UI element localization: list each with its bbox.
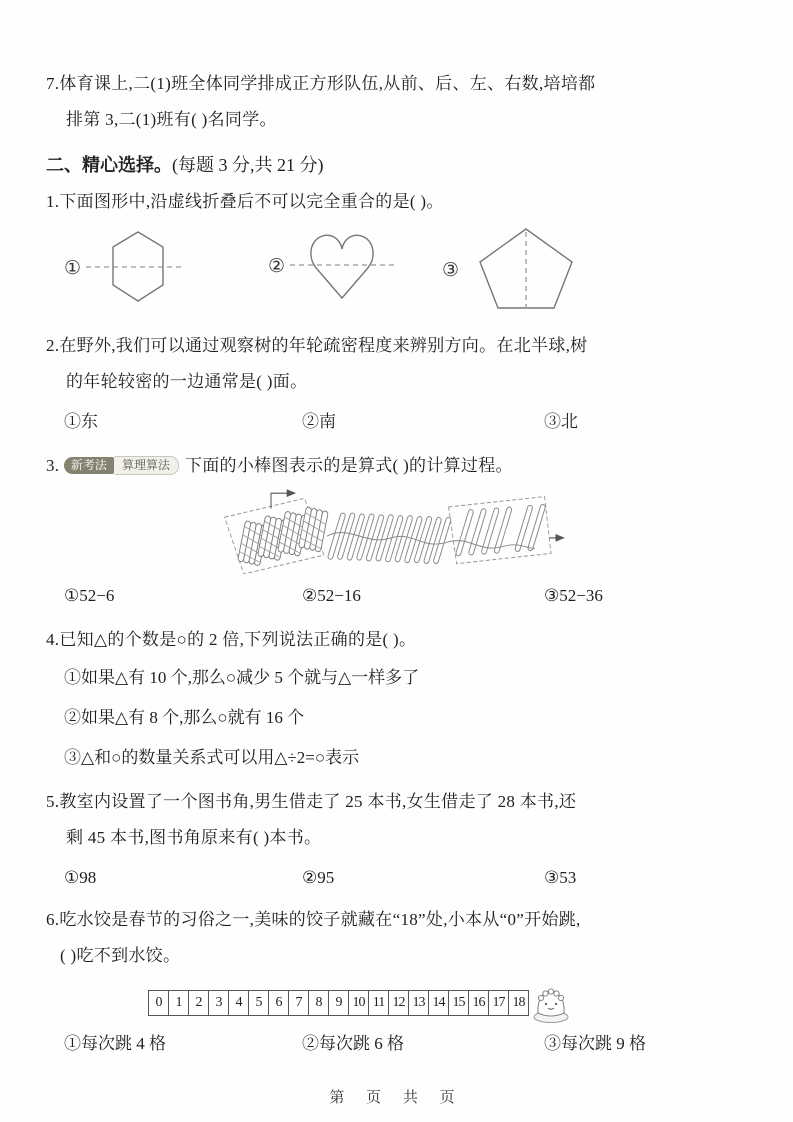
q5-option-2: ②95 bbox=[302, 868, 335, 887]
page-footer: 第 页 共 页 bbox=[329, 1090, 464, 1106]
number-line-cell: 6 bbox=[268, 990, 289, 1016]
number-line-cell: 14 bbox=[428, 990, 449, 1016]
question-3-options bbox=[64, 578, 757, 614]
question-2-line-2: 的年轮较密的一边通常是( )面。 bbox=[66, 372, 308, 391]
number-line-cell: 5 bbox=[248, 990, 269, 1016]
question-6-line-2: ( )吃不到水饺。 bbox=[60, 946, 181, 965]
q6-option-3: ③每次跳 9 格 bbox=[544, 1034, 646, 1053]
q3-option-1: ①52−6 bbox=[64, 586, 115, 605]
question-6-line-1: 6.吃水饺是春节的习俗之一,美味的饺子就藏在“18”处,小本从“0”开始跳, bbox=[46, 910, 581, 929]
figure-1-label: ① bbox=[64, 258, 82, 279]
q4-option-2: ②如果△有 8 个,那么○就有 16 个 bbox=[64, 708, 305, 727]
heart-figure bbox=[266, 224, 434, 310]
q6-option-1: ①每次跳 4 格 bbox=[64, 1034, 166, 1053]
q4-option-3: ③△和○的数量关系式可以用△÷2=○表示 bbox=[64, 748, 360, 767]
number-line-cell: 11 bbox=[368, 990, 389, 1016]
question-5-options bbox=[64, 860, 757, 896]
dumpling-icon bbox=[531, 980, 571, 1024]
question-7-line-1: 7.体育课上,二(1)班全体同学排成正方形队伍,从前、后、左、右数,培培都 bbox=[46, 74, 596, 93]
q2-option-2: ②南 bbox=[302, 412, 336, 431]
number-line-cell: 16 bbox=[468, 990, 489, 1016]
q5-option-3: ③53 bbox=[544, 868, 577, 887]
q3-option-2: ②52−16 bbox=[302, 586, 361, 605]
number-line-cell: 17 bbox=[488, 990, 509, 1016]
hexagon-shape bbox=[113, 232, 163, 301]
question-2-line-1: 2.在野外,我们可以通过观察树的年轮疏密程度来辨别方向。在北半球,树 bbox=[46, 336, 588, 355]
q3-number: 3. bbox=[46, 456, 60, 475]
q6-option-2: ②每次跳 6 格 bbox=[302, 1034, 404, 1053]
question-1-figures bbox=[60, 224, 757, 322]
number-line-cell: 8 bbox=[308, 990, 329, 1016]
section-2-header bbox=[46, 146, 757, 184]
figure-3-label: ③ bbox=[442, 260, 460, 281]
number-line-cell: 0 bbox=[148, 990, 169, 1016]
number-line-cell: 12 bbox=[388, 990, 409, 1016]
number-line-cell: 3 bbox=[208, 990, 229, 1016]
question-6-options bbox=[64, 1026, 757, 1062]
q2-option-1: ①东 bbox=[64, 412, 98, 431]
number-line-cell: 1 bbox=[168, 990, 189, 1016]
bundles-arrow bbox=[271, 493, 295, 508]
number-line-cell: 7 bbox=[288, 990, 309, 1016]
number-line-cell: 18 bbox=[508, 990, 529, 1016]
calc-logic-badge: 算理算法 bbox=[114, 456, 179, 475]
section-2-title: 二、精心选择。 bbox=[46, 155, 172, 175]
number-line-cell: 2 bbox=[188, 990, 209, 1016]
question-1-text: 1.下面图形中,沿虚线折叠后不可以完全重合的是( )。 bbox=[46, 192, 444, 211]
q3-stem: 下面的小棒图表示的是算式( )的计算过程。 bbox=[184, 456, 513, 475]
q5-option-1: ①98 bbox=[64, 868, 97, 887]
question-2-options bbox=[64, 404, 757, 440]
section-2-points: (每题 3 分,共 21 分) bbox=[172, 155, 324, 175]
heart-shape bbox=[311, 235, 373, 298]
q4-option-1: ①如果△有 10 个,那么○减少 5 个就与△一样多了 bbox=[64, 668, 420, 687]
question-3-text bbox=[46, 448, 757, 484]
figure-2-label: ② bbox=[268, 256, 286, 277]
q2-option-3: ③北 bbox=[544, 412, 578, 431]
hexagon-figure bbox=[62, 224, 234, 310]
question-5-line-1: 5.教室内设置了一个图书角,男生借走了 25 本书,女生借走了 28 本书,还 bbox=[46, 792, 577, 811]
number-line-cell: 4 bbox=[228, 990, 249, 1016]
pentagon-figure bbox=[440, 224, 598, 316]
question-4-text: 4.已知△的个数是○的 2 倍,下列说法正确的是( )。 bbox=[46, 630, 417, 649]
number-line-cell: 13 bbox=[408, 990, 429, 1016]
question-5-line-2: 剩 45 本书,图书角原来有( )本书。 bbox=[66, 828, 322, 847]
question-7-line-2: 排第 3,二(1)班有( )名同学。 bbox=[66, 110, 277, 129]
sticks-diagram bbox=[215, 488, 567, 574]
number-line-cell: 10 bbox=[348, 990, 369, 1016]
number-line-cell: 15 bbox=[448, 990, 469, 1016]
number-line-row bbox=[148, 980, 757, 1016]
number-line-cell: 9 bbox=[328, 990, 349, 1016]
number-line bbox=[148, 990, 529, 1016]
q3-option-3: ③52−36 bbox=[544, 586, 603, 605]
new-method-badge: 新考法 bbox=[64, 457, 114, 474]
